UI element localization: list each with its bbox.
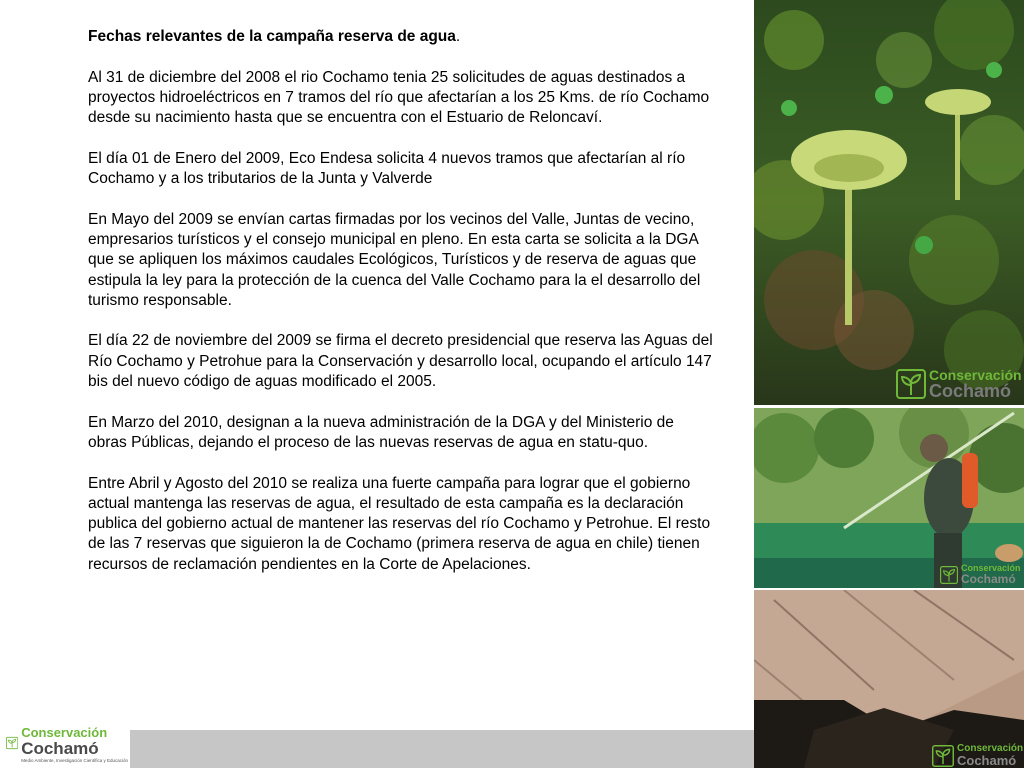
watermark-line2: Cochamó	[957, 753, 1017, 768]
watermark-river	[940, 564, 1021, 585]
watermark-rock	[932, 744, 1023, 767]
heading-suffix: .	[455, 28, 461, 45]
watermark-mushroom-text	[929, 368, 1022, 400]
watermark-line1: Conservación	[961, 563, 1021, 573]
paragraph-jan-2009: El día 01 de Enero del 2009, Eco Endesa solicita 4 nuevos tramos que afectarían al río Cochamo y a los tributarios de la Junta y Valverde	[88, 149, 686, 188]
footer-logo-text	[21, 726, 128, 764]
logo-line1: Conservación	[21, 725, 108, 740]
watermark-rock-text	[957, 744, 1023, 767]
logo-line2: Cochamó	[21, 739, 99, 758]
watermark-line1: Conservación	[957, 743, 1024, 754]
leaf-sprout-icon	[940, 566, 958, 584]
watermark-line2: Cochamó	[961, 572, 1016, 586]
paragraph-may-2009: En Mayo del 2009 se envían cartas firmadas por los vecinos del Valle, Juntas de vecino, empresarios turísticos y el consejo municipal en pleno. En esta carta se solicita a la DGA que se apliquen los máximos caudales Ecológicos, Turísticos y de reserva de aguas que estipula la ley para la protección de la cuenca del Valle Cochamo para la el desarrollo del turismo responsable.	[88, 210, 701, 309]
paragraph-2008: Al 31 de diciembre del 2008 el rio Cochamo tenia 25 solicitudes de aguas destinados a proyectos hidroeléctricos en 7 tramos del río que afectarían a los 25 Kms. de río Cochamo desde su nacimiento hasta que se encuentra con el Estuario de Reloncaví.	[88, 68, 710, 127]
heading-title: Fechas relevantes de la campaña reserva de agua	[88, 28, 456, 45]
paragraph-mar-2010: En Marzo del 2010, designan a la nueva administración de la DGA y del Ministerio de obras Públicas, dejando el proceso de las nuevas reservas de agua en statu-quo.	[88, 413, 674, 451]
leaf-sprout-icon	[6, 728, 18, 758]
mushroom-photo	[754, 0, 1024, 405]
watermark-line2: Cochamó	[929, 381, 1012, 401]
paragraph-nov-2009: El día 22 de noviembre del 2009 se firma el decreto presidencial que reserva las Aguas del Río Cochamo y Petrohue para la Conservación y desarrollo local, ocupando el artículo 147 bis del nuevo código de aguas modificado el 2005.	[88, 332, 713, 391]
leaf-sprout-icon	[896, 369, 926, 399]
footer-bar	[130, 730, 754, 768]
logo-tagline: Medio Ambiente, Investigación Científica y Educación	[21, 758, 128, 763]
leaf-sprout-icon	[932, 745, 954, 767]
watermark-river-text	[961, 564, 1021, 585]
watermark-line1: Conservación	[929, 367, 1022, 383]
river-photo	[754, 408, 1024, 588]
watermark-mushroom	[896, 368, 1022, 400]
main-text	[88, 27, 713, 595]
heading	[88, 27, 713, 47]
rock-photo	[754, 590, 1024, 768]
footer-logo	[6, 726, 128, 766]
paragraph-apr-aug-2010: Entre Abril y Agosto del 2010 se realiza una fuerte campaña para lograr que el gobierno actual mantenga las reservas de agua, el resultado de esta campaña es la declaración publica del gobierno actual de mantener las reservas del río Cochamo y Petrohue. El resto de las 7 reservas que siguieron la de Cochamo (primera reserva de agua en chile) tienen recursos de reclamación pendientes en la Corte de Apelaciones.	[88, 474, 711, 573]
